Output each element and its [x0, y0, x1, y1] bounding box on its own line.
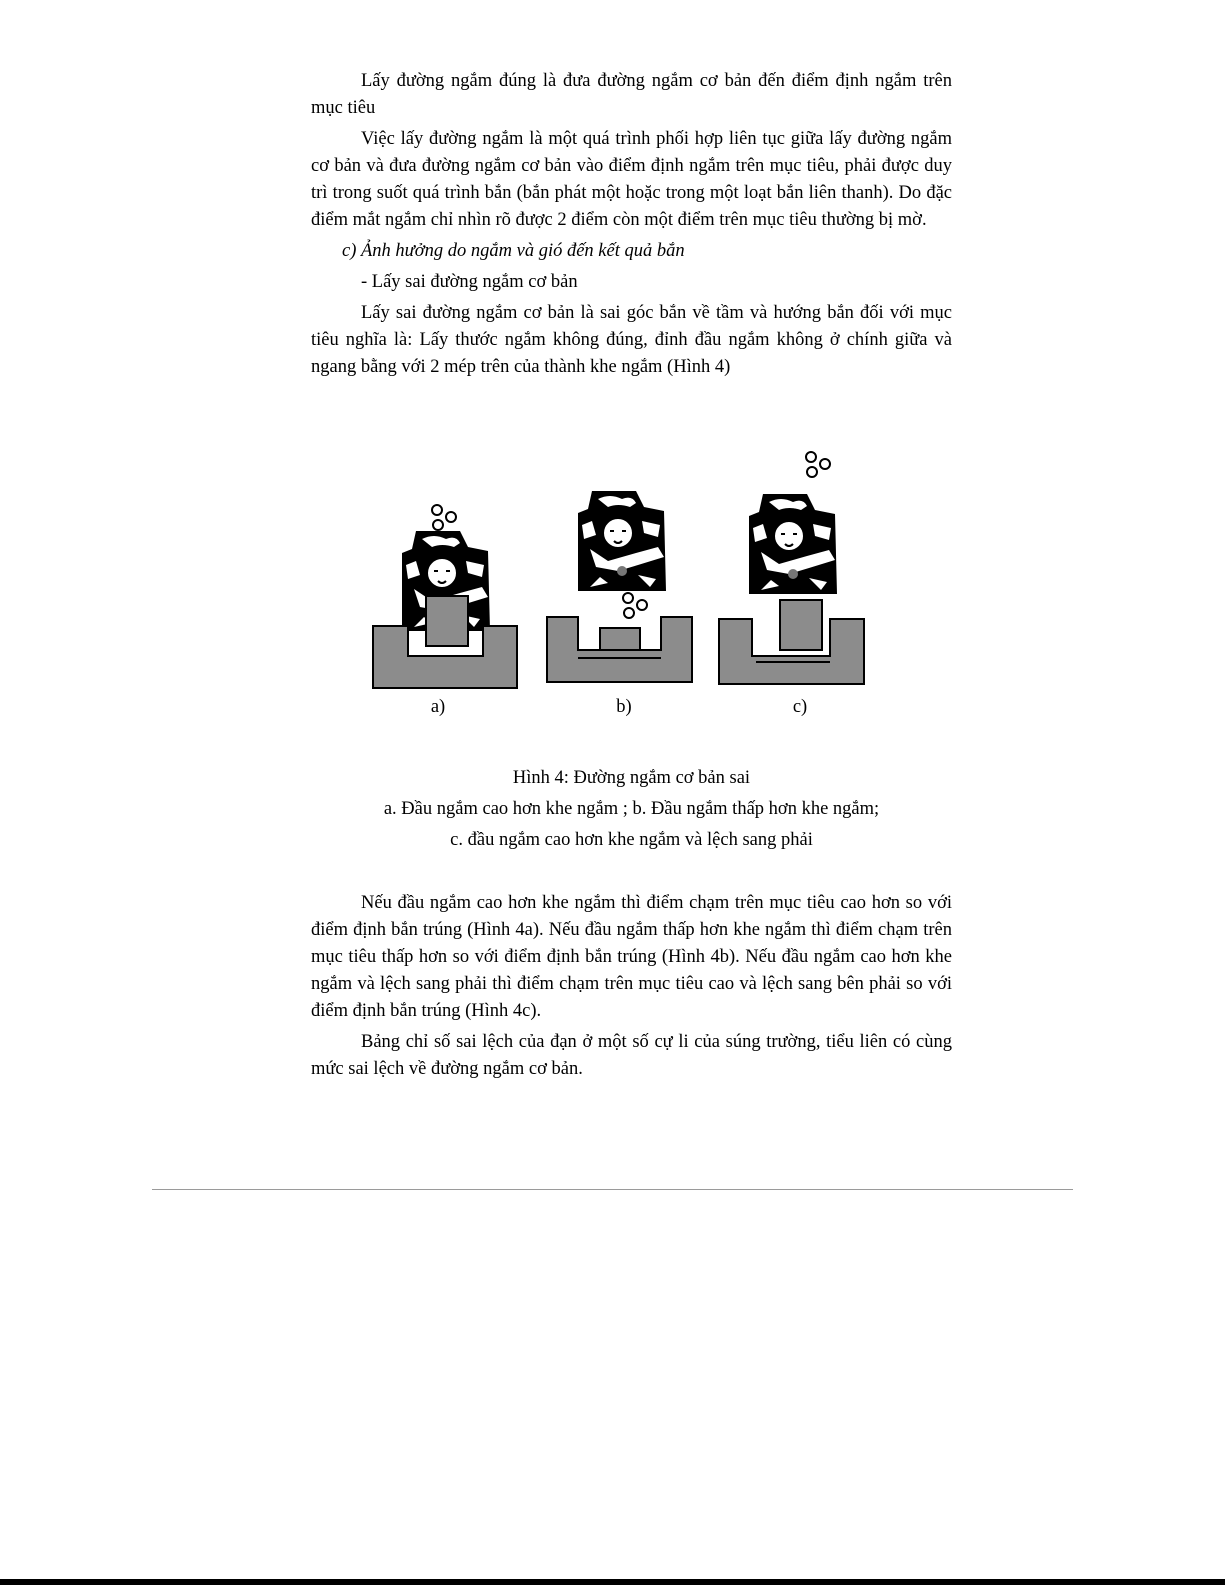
dash-item: - Lấy sai đường ngắm cơ bản	[361, 272, 578, 292]
paragraph-3: Lấy sai đường ngắm cơ bản là sai góc bắn về tầm và hướng bắn đối với mục tiêu nghĩa là: Lấy thước ngắm không đúng, đỉnh đầu ngắm không ở chính giữa và ngang bằng với 2 mép trên của thành khe ngắm (Hình 4)	[311, 303, 952, 377]
figure-caption	[311, 763, 952, 856]
figure-label-b: b)	[616, 697, 632, 717]
sight-diagram-a	[373, 505, 517, 688]
lower-text	[311, 890, 952, 1083]
caption-title: Hình 4: Đường ngắm cơ bản sai	[512, 768, 751, 788]
section-heading-c: c) Ảnh hưởng do ngắm và gió đến kết quả bắn	[342, 241, 685, 261]
page-bottom-edge	[0, 1579, 1225, 1585]
caption-line-2: a. Đầu ngắm cao hơn khe ngắm ; b. Đầu ngắm thấp hơn khe ngắm;	[383, 799, 880, 819]
paragraph-2: Việc lấy đường ngắm là một quá trình phối hợp liên tục giữa lấy đường ngắm cơ bản và đưa đường ngắm cơ bản vào điểm định ngắm trên mục tiêu, phải được duy trì trong suốt quá trình bắn (bắn phát một hoặc trong một loạt bắn liên thanh). Do đặc điểm mắt ngắm chỉ nhìn rõ được 2 điểm còn một điểm trên mục tiêu thường bị mờ.	[311, 129, 952, 230]
sight-diagram-b	[547, 491, 692, 682]
figure-label-c: c)	[792, 697, 808, 717]
figure-label-a: a)	[430, 697, 446, 717]
figure-4-illustration	[0, 0, 1225, 700]
paragraph-1: Lấy đường ngắm đúng là đưa đường ngắm cơ bản đến điểm định ngắm trên mục tiêu	[311, 71, 952, 118]
paragraph-4: Nếu đầu ngắm cao hơn khe ngắm thì điểm chạm trên mục tiêu cao hơn so với điểm định bắn trúng (Hình 4a). Nếu đầu ngắm thấp hơn khe ngắm thì điểm chạm trên mục tiêu thấp hơn so với điểm định bắn trúng (Hình 4b). Nếu đầu ngắm cao hơn khe ngắm và lệch sang phải thì điểm chạm trên mục tiêu cao và lệch sang bên phải so với điểm định bắn trúng (Hình 4c).	[311, 893, 952, 1021]
page-divider	[152, 1189, 1073, 1190]
caption-line-3: c. đầu ngắm cao hơn khe ngắm và lệch sang phải	[450, 830, 813, 850]
paragraph-5: Bảng chỉ số sai lệch của đạn ở một số cự li của súng trường, tiểu liên có cùng mức sai lệch về đường ngắm cơ bản.	[311, 1032, 952, 1079]
sight-diagram-c	[719, 452, 864, 684]
